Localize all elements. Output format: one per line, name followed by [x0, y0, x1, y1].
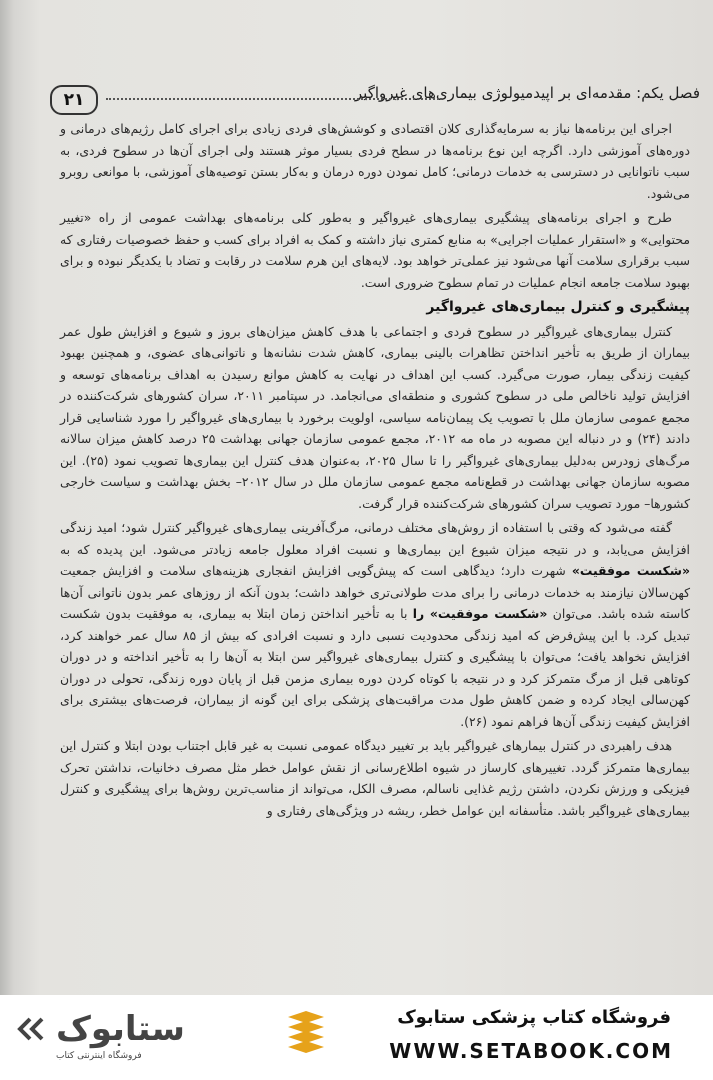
term-success-failure: «شکست موفقیت»	[571, 563, 690, 578]
logo-wordmark: ستابوک	[56, 1009, 185, 1049]
store-logo[interactable]	[16, 1007, 316, 1069]
paragraph-4-part-b: شهرت دارد؛ دیدگاهی است که پیش‌گویی افزایش انفجاری هزینه‌های سلامت و افزایش جمعیت کهن‌سالان نیازمند به خدمات درمانی را برای مدت طولانی‌تری خواهد داشت؛ بدون آنکه از روزهای عمر بدون ناتوانی آن‌ها کاسته شده باشد. می‌توان	[60, 563, 690, 621]
paragraph-4	[60, 517, 690, 732]
paragraph-2: طرح و اجرای برنامه‌های پیشگیری بیماری‌های غیرواگیر و به‌طور کلی برنامه‌های بهداشت عمومی از راه «تغییر محتوایی» و «استقرار عملیات اجرایی» به منابع کمتری نیاز داشته و کمک به افراد برای کسب و حفظ خصوصیات رفتاری که سبب برقراری سلامت آنها می‌شود نیز عملی‌تر خواهد بود. لایه‌های این هرم سلامت در رقابت و تضاد با یکدیگر نبوده و برای بهبود سلامت جامعه انجام عملیات در تمام سطوح ضروری است.	[60, 210, 690, 290]
store-name: فروشگاه کتاب پزشکی ستابوک	[397, 1007, 671, 1028]
paragraph-4-part-c: با به تأخیر انداختن زمان ابتلا به بیماری، به موفقیت بدون شکست تبدیل کرد. با این پیش‌فرض که امید زندگی محدودیت نسبی دارد و نسبت افرادی که بیش از ۸۵ سال عمر خواهند کرد، افزایش نخواهد یافت؛ می‌توان با پیشگیری و کنترل بیماری‌های غیرواگیر سن ابتلا به آن‌ها را به تأخیر انداخته و در دوران کوتاهی قبل از مرگ متمرکز کرد و در نتیجه با کوتاه کردن دوره بیماری مزمن قبل از پایان دوره زندگی، تحولی در دوران کهن‌سالی ایجاد کرده و ضمن کاهش طول مدت مراقبت‌های پزشکی برای این گونه از بیماران، فرصت‌های بیشتری برای افزایش کیفیت زندگی آن‌ها فراهم نمود (۲۶).	[60, 606, 690, 729]
paragraph-4-part-a: گفته می‌شود که وقتی با استفاده از روش‌های مختلف درمانی، مرگ‌آفرینی بیماری‌های غیرواگیر کنترل شود؛ امید زندگی افزایش می‌یابد، و در نتیجه میزان شیوع این بیماری‌ها و نسبت افراد معلول جامعه زیادتر می‌شود. این پدیده که به	[60, 520, 690, 557]
store-banner	[0, 995, 713, 1080]
book-stack-icon	[286, 1011, 326, 1063]
arrows-icon	[16, 1017, 52, 1041]
page-body	[60, 118, 690, 824]
chapter-title: فصل یکم: مقدمه‌ای بر اپیدمیولوژی بیماری‌های غیرواگیر	[354, 84, 700, 102]
paragraph-5: هدف راهبردی در کنترل بیمارهای غیرواگیر باید بر تغییر دیدگاه عمومی نسبت به غیر قابل اجتناب بودن ابتلا و کنترل این بیماری‌ها متمرکز گردد. تغییرهای کارساز در شیوه اطلاع‌رسانی از نقش عوامل خطر مثل مصرف دخانیات، نداشتن تحرک فیزیکی و ورزش نکردن، داشتن رژیم غذایی ناسالم، مصرف الکل، می‌تواند از مناسب‌ترین روش‌ها برای پیشگیری و کنترل بیماری‌های غیرواگیر باشد. متأسفانه این عوامل خطر، ریشه در ویژگی‌های رفتاری و	[60, 738, 690, 818]
store-url-link[interactable]: WWW.SETABOOK.COM	[389, 1039, 673, 1063]
page-number: ۲۱	[50, 85, 98, 115]
running-header	[46, 84, 700, 116]
paragraph-3: کنترل بیماری‌های غیرواگیر در سطوح فردی و اجتماعی با هدف کاهش میزان‌های بروز و شیوع و افزایش طول عمر بیماران از طریق به تأخیر انداختن تظاهرات بالینی بیماری، کاهش شدت نشانه‌ها و ناتوانی‌های عضوی، و همچنین بهبود کیفیت زندگی بیمار، صورت می‌گیرد. کسب این اهداف در نهایت به کاهش موانع رسیدن به اهداف برنامه‌های توسعه و افزایش تولید ناخالص ملی در سطوح کشوری و منطقه‌ای می‌انجامد. در سپتامبر ۲۰۱۱، سران کشورهای شرکت‌کننده در مجمع عمومی سازمان ملل با تصویب یک پیمان‌نامه سیاسی، اولویت برخورد با بیماری‌های غیرواگیر را مورد شناسایی قرار دادند (۲۴) و در دنباله این مصوبه در ماه مه ۲۰۱۲، مجمع عمومی سازمان جهانی بهداشت ۲۵ درصد کاهش میزان سالانه مرگ‌های زودرس به‌دلیل بیماری‌های غیرواگیر را تا سال ۲۰۲۵، به‌عنوان هدف کنترل این بیماری‌ها تصویب نمود (۲۵). این مصوبه سازمان جهانی بهداشت در قطع‌نامه مجمع عمومی سازمان ملل در سال ۲۰۱۲– بخش بهداشت و سیاست خارجی کشورها– مورد تصویب سران کشورهای شرکت‌کننده قرار گرفت.	[60, 323, 690, 511]
dotted-leader	[106, 98, 442, 100]
section-heading: پیشگیری و کنترل بیماری‌های غیرواگیر	[426, 299, 690, 315]
term-success-failure-2: «شکست موفقیت» را	[412, 606, 548, 621]
logo-tagline: فروشگاه اینترنتی کتاب	[56, 1051, 142, 1061]
paragraph-1: اجرای این برنامه‌ها نیاز به سرمایه‌گذاری کلان اقتصادی و کوشش‌های فردی زیادی برای اجرای کامل رژیم‌های درمانی و دوره‌های آموزشی دارد. اگرچه این نوع برنامه‌ها در سطح فردی بسیار موثر هستند ولی اجرای آن‌ها در سطوح فردی، به سبب ناتوانایی در دسترسی به خدمات درمانی؛ کامل نمودن دوره درمان و به‌کار بستن توصیه‌های آموزشی، با موانعی روبرو می‌شود.	[60, 121, 690, 201]
